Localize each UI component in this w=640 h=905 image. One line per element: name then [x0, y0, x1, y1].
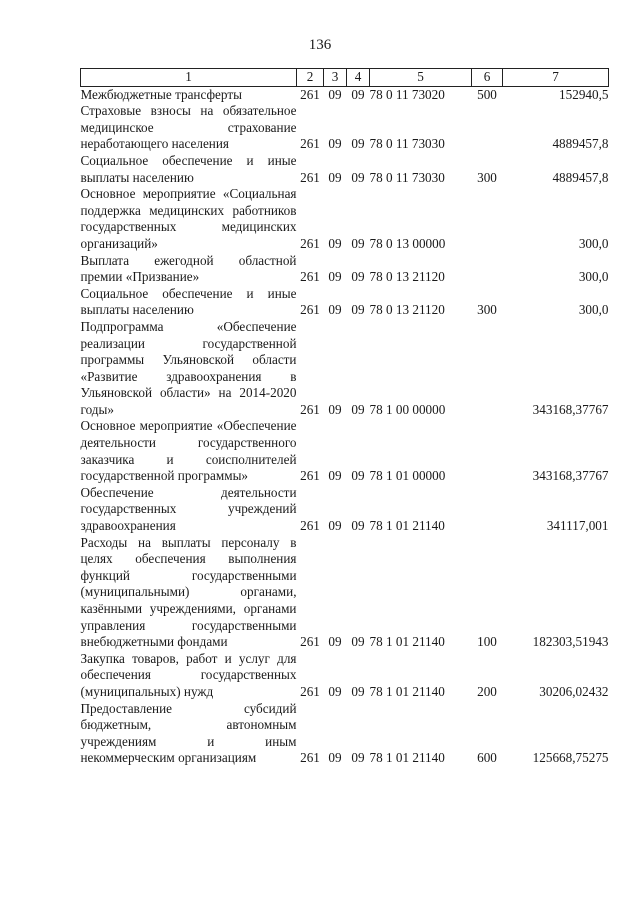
code-expense-type-cell: 100	[477, 634, 497, 650]
code-subsection-cell: 09	[351, 750, 365, 766]
code-subsection-cell: 09	[351, 401, 365, 417]
code-target-article-cell: 78 0 13 21120	[369, 302, 445, 318]
row-name-cell: Выплата ежегодной областной премии «Призвание»	[80, 252, 297, 285]
row-name-cell: Социальное обеспечение и иные выплаты населению	[80, 152, 297, 185]
code-admin-cell: 261	[300, 750, 320, 766]
row-name-cell: Страховые взносы на обязательное медицинское страхование неработающего населения	[80, 103, 297, 152]
amount-cell: 300,0	[578, 302, 609, 318]
amount-cell: 125668,75275	[532, 750, 609, 766]
amount-cell: 300,0	[578, 269, 609, 285]
code-admin-cell: 261	[300, 401, 320, 417]
column-header-2: 2	[297, 69, 324, 87]
code-subsection-cell: 09	[351, 169, 365, 185]
amount-cell: 343168,37767	[532, 468, 609, 484]
code-section-cell: 09	[328, 302, 342, 318]
row-name-cell: Основное мероприятие «Обеспечение деятельности государственного заказчика и соисполнителей государственной программы»	[80, 418, 297, 484]
row-name-cell: Подпрограмма «Обеспечение реализации государственной программы Ульяновской области «Развитие здравоохранения в Ульяновской области» на 2014-2020 годы»	[80, 318, 297, 417]
table-row	[81, 103, 609, 153]
code-subsection-cell: 09	[351, 302, 365, 318]
code-target-article-cell: 78 0 11 73020	[369, 86, 445, 102]
code-subsection-cell: 09	[351, 269, 365, 285]
table-row	[81, 286, 609, 319]
code-subsection-cell: 09	[351, 683, 365, 699]
amount-cell: 341117,001	[546, 518, 609, 534]
table-row	[81, 485, 609, 535]
code-section-cell: 09	[328, 683, 342, 699]
row-name-cell: Социальное обеспечение и иные выплаты населению	[80, 285, 297, 318]
code-expense-type-cell	[472, 186, 503, 252]
code-expense-type-cell	[472, 319, 503, 419]
table-row	[81, 535, 609, 651]
code-subsection-cell: 09	[351, 468, 365, 484]
code-target-article-cell: 78 1 01 21140	[369, 750, 445, 766]
code-target-article-cell: 78 0 11 73030	[369, 169, 445, 185]
code-target-article-cell: 78 0 11 73030	[369, 136, 445, 152]
code-section-cell: 09	[328, 169, 342, 185]
table-row	[81, 253, 609, 286]
code-section-cell: 09	[328, 86, 342, 102]
code-admin-cell: 261	[300, 86, 320, 102]
code-expense-type-cell	[472, 485, 503, 535]
amount-cell: 182303,51943	[532, 634, 609, 650]
column-header-4: 4	[347, 69, 370, 87]
code-section-cell: 09	[328, 136, 342, 152]
code-expense-type-cell: 600	[477, 750, 497, 766]
code-admin-cell: 261	[300, 468, 320, 484]
code-admin-cell: 261	[300, 518, 320, 534]
code-expense-type-cell	[472, 103, 503, 153]
code-target-article-cell: 78 0 13 21120	[369, 269, 445, 285]
row-name-cell: Расходы на выплаты персоналу в целях обеспечения выполнения функций государственными (муниципальными) органами, казёнными учреждениями, органами управления государственными внебюджетными фондами	[80, 534, 297, 650]
code-admin-cell: 261	[300, 136, 320, 152]
table-row	[81, 186, 609, 252]
code-target-article-cell: 78 1 01 00000	[369, 468, 446, 484]
code-section-cell: 09	[328, 518, 342, 534]
amount-cell: 152940,5	[559, 86, 609, 102]
table-row	[81, 153, 609, 186]
page-number: 136	[308, 37, 332, 53]
code-admin-cell: 261	[300, 683, 320, 699]
code-subsection-cell: 09	[351, 235, 365, 251]
code-admin-cell: 261	[300, 302, 320, 318]
code-subsection-cell: 09	[351, 136, 365, 152]
code-admin-cell: 261	[300, 269, 320, 285]
code-admin-cell: 261	[300, 235, 320, 251]
column-header-3: 3	[324, 69, 347, 87]
code-expense-type-cell	[472, 253, 503, 286]
code-target-article-cell: 78 1 01 21140	[369, 518, 445, 534]
code-admin-cell: 261	[300, 169, 320, 185]
code-target-article-cell: 78 1 01 21140	[369, 683, 445, 699]
row-name-cell: Межбюджетные трансферты	[80, 86, 242, 102]
column-header-1: 1	[81, 69, 297, 87]
header-row	[81, 69, 609, 87]
amount-cell: 300,0	[578, 235, 609, 251]
table-row	[81, 319, 609, 419]
code-section-cell: 09	[328, 468, 342, 484]
code-section-cell: 09	[328, 750, 342, 766]
code-target-article-cell: 78 1 00 00000	[369, 401, 446, 417]
row-name-cell: Предоставление субсидий бюджетным, автономным учреждениям и иным некоммерческим организациям	[80, 700, 297, 766]
code-target-article-cell: 78 1 01 21140	[369, 634, 445, 650]
code-expense-type-cell: 500	[477, 86, 497, 102]
column-header-6: 6	[472, 69, 503, 87]
table-row	[81, 651, 609, 701]
table-row	[81, 418, 609, 484]
row-name-cell: Основное мероприятие «Социальная поддержка медицинских работников государственных медицинских организаций»	[80, 186, 297, 251]
code-subsection-cell: 09	[351, 86, 365, 102]
code-expense-type-cell: 200	[477, 683, 497, 699]
code-subsection-cell: 09	[351, 518, 365, 534]
code-expense-type-cell	[472, 418, 503, 484]
amount-cell: 4889457,8	[552, 136, 609, 152]
table-row	[81, 86, 609, 103]
code-expense-type-cell: 300	[477, 302, 497, 318]
code-section-cell: 09	[328, 235, 342, 251]
budget-table	[80, 68, 609, 767]
amount-cell: 343168,37767	[532, 401, 609, 417]
row-name-cell: Закупка товаров, работ и услуг для обеспечения государственных (муниципальных) нужд	[80, 650, 297, 699]
code-section-cell: 09	[328, 634, 342, 650]
code-target-article-cell: 78 0 13 00000	[369, 235, 446, 251]
code-section-cell: 09	[328, 269, 342, 285]
code-section-cell: 09	[328, 401, 342, 417]
amount-cell: 30206,02432	[539, 683, 609, 699]
amount-cell: 4889457,8	[552, 169, 609, 185]
row-name-cell: Обеспечение деятельности государственных учреждений здравоохранения	[80, 484, 297, 534]
code-expense-type-cell: 300	[477, 169, 497, 185]
table-row	[81, 701, 609, 767]
code-subsection-cell: 09	[351, 634, 365, 650]
column-header-5: 5	[370, 69, 472, 87]
column-header-7: 7	[503, 69, 609, 87]
code-admin-cell: 261	[300, 634, 320, 650]
